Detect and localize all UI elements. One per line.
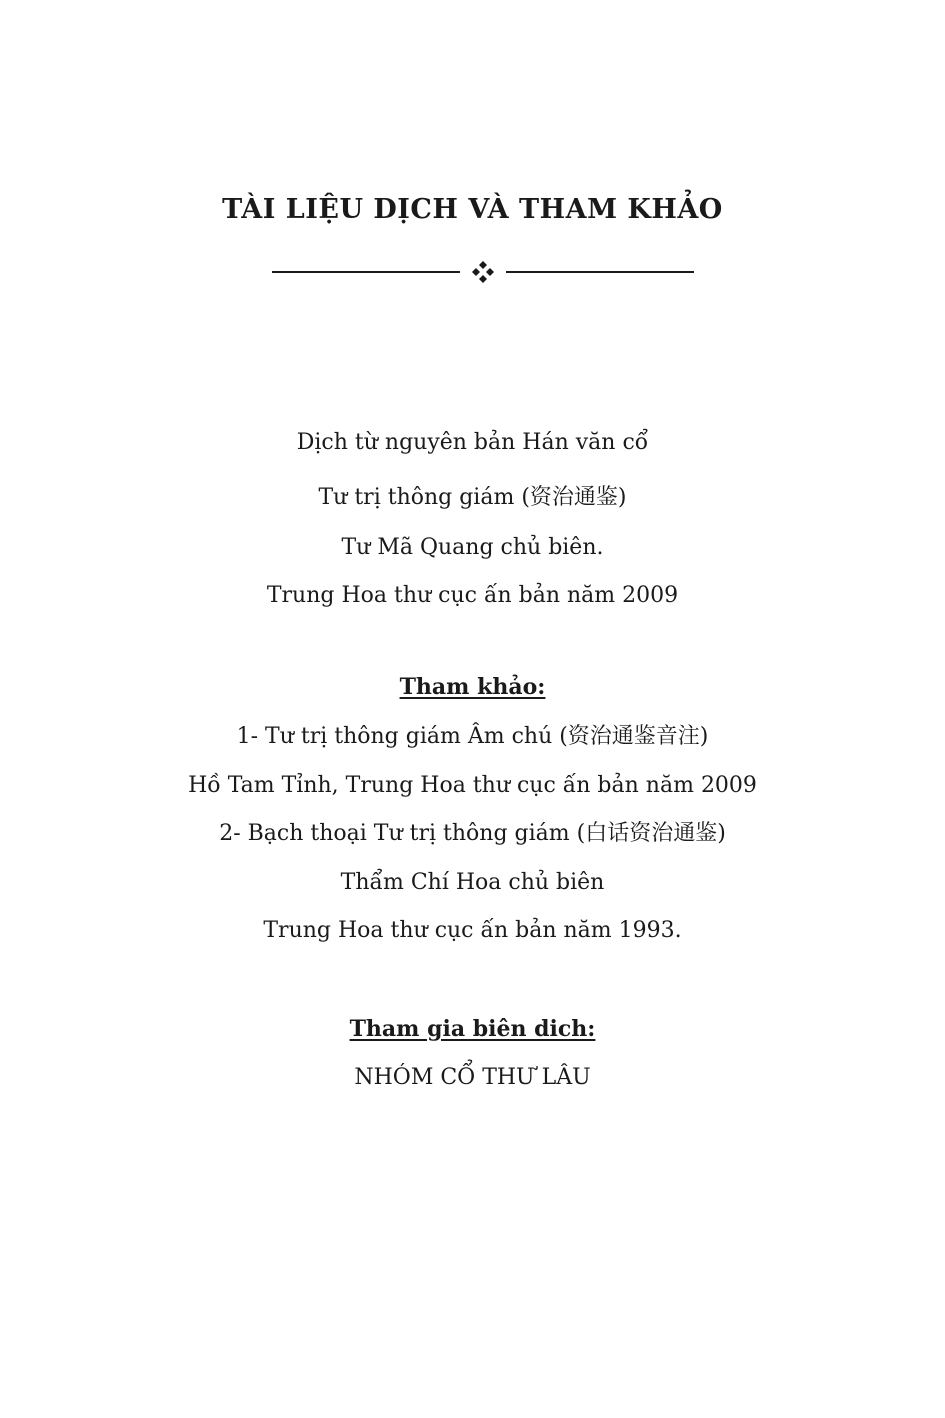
divider-rule-right xyxy=(506,271,694,273)
reference-line: 2- Bạch thoại Tư trị thông giám (白话资治通鉴) xyxy=(219,821,726,846)
reference-line: Trung Hoa thư cục ấn bản năm 1993. xyxy=(263,918,682,943)
page-title: TÀI LIỆU DỊCH VÀ THAM KHẢO xyxy=(222,194,723,225)
title-divider xyxy=(272,258,694,288)
source-line: Tư trị thông giám (资治通鉴) xyxy=(318,485,627,510)
four-diamond-ornament-icon xyxy=(471,260,495,284)
reference-line: 1- Tư trị thông giám Âm chú (资治通鉴音注) xyxy=(236,724,709,749)
reference-line: Hồ Tam Tỉnh, Trung Hoa thư cục ấn bản năm 2009 xyxy=(188,773,757,798)
source-line: Trung Hoa thư cục ấn bản năm 2009 xyxy=(266,583,679,608)
translators-name: NHÓM CỔ THƯ LÂU xyxy=(354,1065,591,1090)
translators-heading: Tham gia biên dich: xyxy=(349,1016,596,1042)
references-heading: Tham khảo: xyxy=(399,674,546,700)
source-line: Tư Mã Quang chủ biên. xyxy=(341,535,604,560)
divider-rule-left xyxy=(272,271,460,273)
reference-line: Thẩm Chí Hoa chủ biên xyxy=(340,870,605,895)
source-line: Dịch từ nguyên bản Hán văn cổ xyxy=(296,430,649,455)
